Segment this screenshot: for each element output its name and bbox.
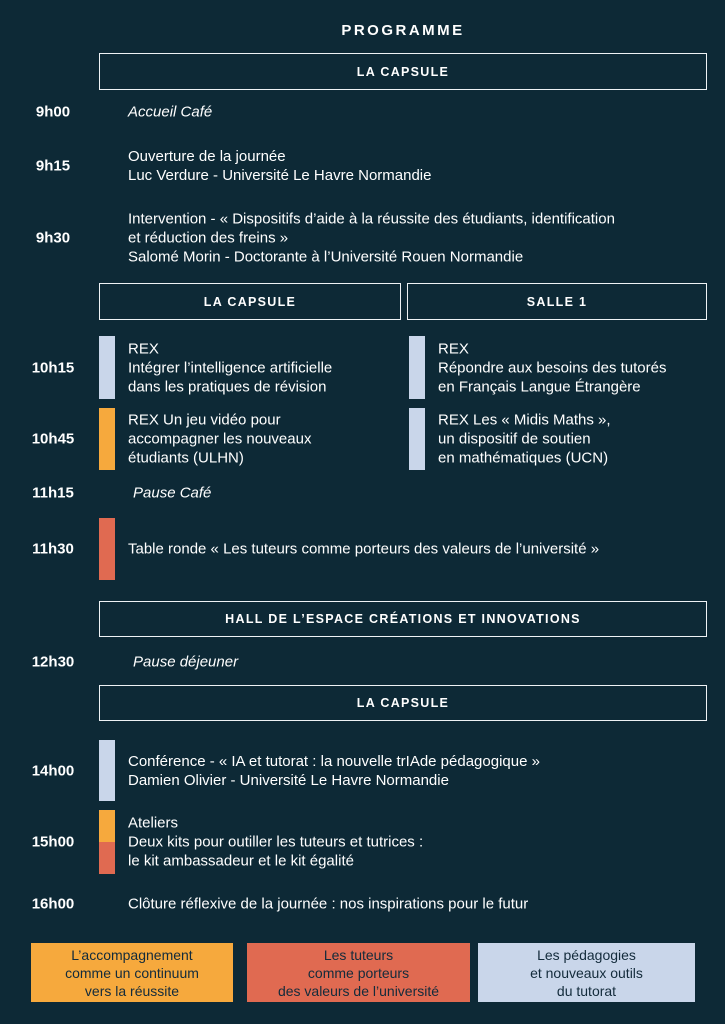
session-text-right bbox=[438, 411, 611, 468]
accent-bar-half-red bbox=[99, 842, 115, 874]
session-row-12h30 bbox=[0, 651, 725, 673]
session-tag: REX bbox=[438, 340, 469, 357]
venue-header-label: LA CAPSULE bbox=[356, 696, 450, 710]
accent-bar-orange-red bbox=[99, 810, 115, 874]
accent-bar-half-orange bbox=[99, 810, 115, 842]
session-speaker: Salomé Morin - Doctorante à l’Université Rouen Normandie bbox=[128, 248, 524, 265]
legend-line: Les tuteurs bbox=[323, 946, 394, 963]
session-title: Conférence - « IA et tutorat : la nouvelle trIAde pédagogique » bbox=[128, 752, 540, 770]
session-title: Accueil Café bbox=[128, 103, 213, 121]
venue-header-label: HALL DE L’ESPACE CRÉATIONS ET INNOVATIONS bbox=[225, 612, 581, 626]
session-speaker: Luc Verdure - Université Le Havre Normandie bbox=[128, 167, 432, 184]
session-subtitle-line2: le kit ambassadeur et le kit égalité bbox=[128, 852, 354, 870]
accent-bar-red bbox=[99, 518, 115, 580]
time-label: 16h00 bbox=[31, 895, 75, 913]
legend-line: Les pédagogies bbox=[537, 946, 636, 963]
venue-header-salle-1 bbox=[407, 283, 707, 320]
legend-line: comme porteurs bbox=[307, 964, 410, 981]
session-title: Ouverture de la journée bbox=[128, 148, 286, 165]
session-title-line1: Répondre aux besoins des tutorés bbox=[438, 359, 667, 376]
time-label: 15h00 bbox=[31, 833, 75, 851]
session-row-14h00 bbox=[0, 740, 725, 801]
legend-line: comme un continuum bbox=[65, 964, 199, 981]
session-title-line3: en mathématiques (UCN) bbox=[438, 449, 609, 467]
legend-line: du tutorat bbox=[556, 982, 617, 999]
session-row-11h30 bbox=[0, 518, 725, 580]
session-title-line2: en Français Langue Étrangère bbox=[438, 378, 641, 395]
session-title: Pause Café bbox=[133, 484, 212, 502]
session-row-10h45 bbox=[0, 408, 725, 470]
session-text bbox=[128, 209, 615, 266]
accent-bar-blue bbox=[99, 336, 115, 399]
session-subtitle-line1: Deux kits pour outiller les tuteurs et tutrices : bbox=[128, 833, 424, 851]
time-label: 9h00 bbox=[35, 103, 71, 121]
session-row-9h15 bbox=[0, 146, 725, 186]
legend-box-pedagogies bbox=[478, 943, 695, 1002]
session-text bbox=[128, 814, 423, 871]
session-text-left bbox=[128, 411, 311, 468]
time-label: 9h30 bbox=[35, 229, 71, 246]
session-title: Table ronde « Les tuteurs comme porteurs des valeurs de l’université » bbox=[128, 540, 600, 558]
legend-box-accompagnement bbox=[31, 943, 233, 1002]
session-title-line1: REX Les « Midis Maths », bbox=[438, 411, 611, 429]
legend-box-tuteurs bbox=[247, 943, 470, 1002]
legend-line: et nouveaux outils bbox=[530, 964, 643, 981]
venue-header-label: LA CAPSULE bbox=[356, 64, 450, 79]
time-label: 10h45 bbox=[31, 430, 75, 448]
session-title-line3: étudiants (ULHN) bbox=[128, 449, 244, 467]
session-title-line2: et réduction des freins » bbox=[128, 229, 289, 246]
session-row-9h00 bbox=[0, 101, 725, 123]
session-title-line2: dans les pratiques de révision bbox=[128, 378, 327, 395]
session-title: Ateliers bbox=[128, 814, 179, 832]
session-text-right bbox=[438, 339, 666, 396]
session-title: Clôture réflexive de la journée : nos inspirations pour le futur bbox=[128, 895, 529, 913]
time-label: 11h15 bbox=[32, 484, 74, 502]
time-label: 9h15 bbox=[35, 157, 71, 175]
page-title: PROGRAMME bbox=[341, 22, 465, 39]
session-row-11h15 bbox=[0, 482, 725, 504]
time-label: 14h00 bbox=[31, 762, 75, 779]
session-text bbox=[128, 147, 431, 185]
venue-header-la-capsule-left bbox=[99, 283, 401, 320]
venue-header-label: LA CAPSULE bbox=[203, 294, 297, 309]
session-title-line1: Intervention - « Dispositifs d’aide à la réussite des étudiants, identification bbox=[128, 210, 615, 227]
session-title-line2: accompagner les nouveaux bbox=[128, 430, 312, 448]
accent-bar-blue bbox=[409, 408, 425, 470]
time-label: 12h30 bbox=[31, 653, 75, 671]
session-row-10h15 bbox=[0, 336, 725, 399]
session-row-16h00 bbox=[0, 893, 725, 915]
legend-line: L’accompagnement bbox=[71, 946, 193, 963]
legend-line: vers la réussite bbox=[84, 982, 180, 999]
session-text bbox=[128, 752, 540, 790]
accent-bar-blue bbox=[409, 336, 425, 399]
session-tag: REX bbox=[128, 340, 159, 357]
venue-header-label: SALLE 1 bbox=[526, 294, 588, 309]
venue-header-hall bbox=[99, 601, 707, 637]
venue-header-la-capsule-top bbox=[99, 53, 707, 90]
session-text-left bbox=[128, 339, 332, 396]
session-row-9h30 bbox=[0, 208, 725, 267]
time-label: 10h15 bbox=[31, 359, 75, 376]
session-title-line1: Intégrer l’intelligence artificielle bbox=[128, 359, 333, 376]
session-speaker: Damien Olivier - Université Le Havre Normandie bbox=[128, 771, 449, 789]
venue-header-la-capsule-afternoon bbox=[99, 685, 707, 721]
session-title-line1: REX Un jeu vidéo pour bbox=[128, 411, 281, 429]
session-title: Pause déjeuner bbox=[133, 653, 239, 671]
accent-bar-blue bbox=[99, 740, 115, 801]
time-label: 11h30 bbox=[32, 540, 74, 558]
session-title-line2: un dispositif de soutien bbox=[438, 430, 591, 448]
session-row-15h00 bbox=[0, 810, 725, 874]
legend-line: des valeurs de l’université bbox=[277, 982, 440, 999]
accent-bar-orange bbox=[99, 408, 115, 470]
